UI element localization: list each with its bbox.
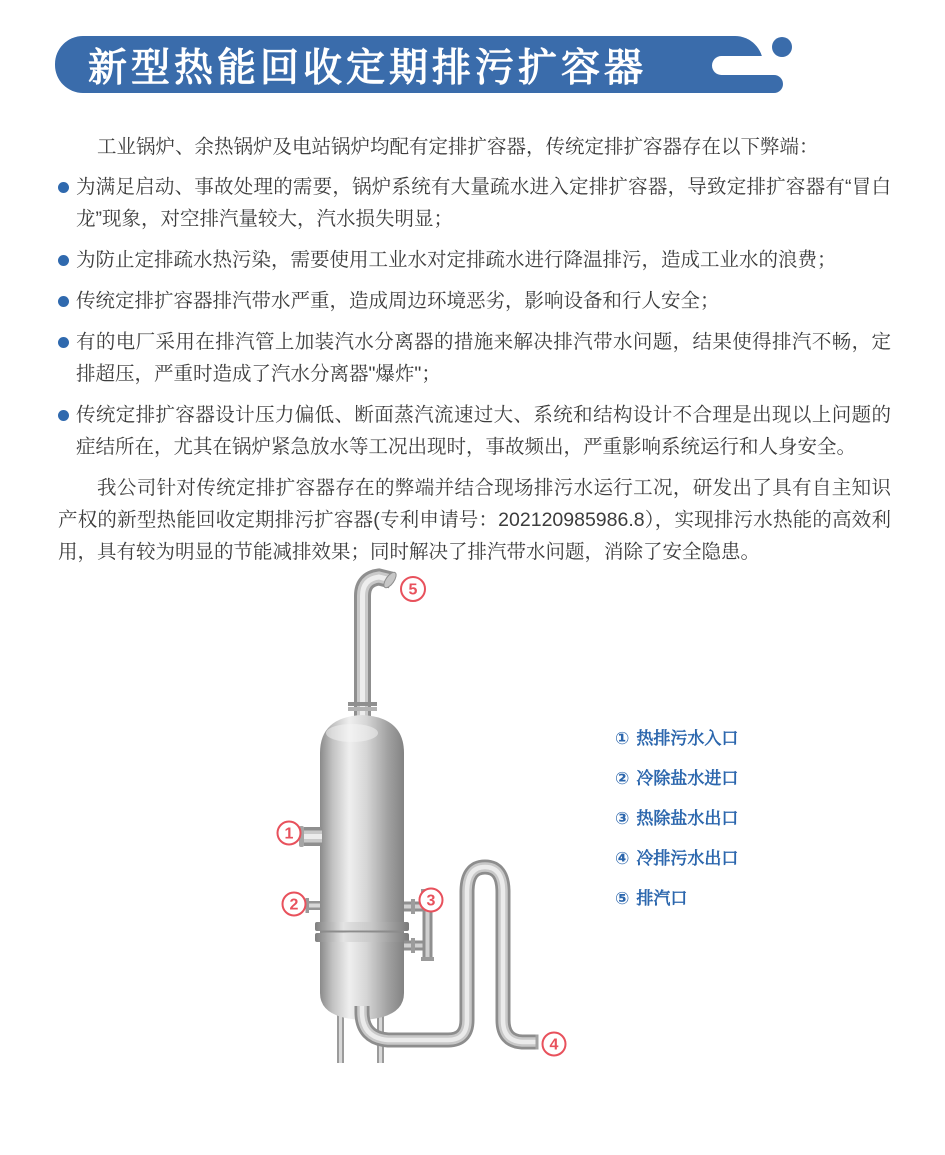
legend-item	[615, 809, 738, 828]
svg-text:3: 3	[426, 892, 436, 910]
legend-label-1: 热排污水入口	[636, 729, 739, 748]
nozzle-1	[299, 826, 322, 847]
list-item	[58, 326, 891, 390]
legend-marker-4: ④	[615, 849, 630, 868]
list-item-text: 传统定排扩容器设计压力偏低、断面蒸汽流速过大、系统和结构设计不合理是出现以上问题的症结所在，尤其在锅炉紧急放水等工况出现时，事故频出，严重影响系统运行和人身安全。	[76, 404, 891, 458]
banner-tongue-decoration	[690, 75, 783, 93]
list-item-text: 为满足启动、事故处理的需要，锅炉系统有大量疏水进入定排扩容器，导致定排扩容器有“冒白龙”现象，对空排汽量较大，汽水损失明显；	[76, 176, 891, 230]
legend-item	[615, 849, 738, 868]
bullet-dot-icon	[58, 337, 69, 348]
list-item	[58, 285, 891, 317]
nozzle-2	[306, 898, 321, 913]
intro-paragraph: 工业锅炉、余热锅炉及电站锅炉均配有定排扩容器，传统定排扩容器存在以下弊端：	[97, 136, 819, 158]
list-item	[58, 171, 891, 235]
callout-3	[420, 889, 443, 912]
legend-marker-1: ①	[615, 729, 630, 748]
bullet-dot-icon	[58, 410, 69, 421]
callout-1	[278, 822, 301, 845]
svg-text:1: 1	[284, 825, 294, 843]
flange-bands	[315, 922, 409, 942]
dome-highlight	[326, 724, 378, 742]
legend-marker-3: ③	[615, 809, 630, 828]
page-title: 新型热能回收定期排污扩容器	[88, 46, 648, 90]
diagram-legend	[615, 729, 738, 929]
svg-text:2: 2	[289, 896, 299, 914]
legend-label-2: 冷除盐水进口	[636, 769, 739, 788]
svg-text:5: 5	[408, 581, 418, 599]
banner-dot-decoration	[772, 37, 792, 57]
list-item-text: 传统定排扩容器排汽带水严重，造成周边环境恶劣，影响设备和行人安全；	[76, 290, 720, 312]
bullet-dot-icon	[58, 255, 69, 266]
conclusion-paragraph: 我公司针对传统定排扩容器存在的弊端并结合现场排污水运行工况，研发出了具有自主知识产权的新型热能回收定期排污扩容器(专利申请号：202120985986.8），实现排污水热能的高效利用，具有较为明显的节能减排效果；同时解决了排汽带水问题，消除了安全隐患。	[58, 477, 891, 563]
callout-2	[283, 893, 306, 916]
drawback-list	[58, 171, 891, 463]
legend-marker-5: ⑤	[615, 889, 630, 908]
vessel-diagram	[240, 555, 580, 1075]
list-item	[58, 399, 891, 463]
list-item-text: 有的电厂采用在排汽管上加装汽水分离器的措施来解决排汽带水问题，结果使得排汽不畅，定排超压，严重时造成了汽水分离器"爆炸"；	[76, 331, 891, 385]
bullet-dot-icon	[58, 182, 69, 193]
legend-item	[615, 889, 738, 908]
body-text	[58, 131, 891, 568]
legend-marker-2: ②	[615, 769, 630, 788]
banner-notch-decoration	[712, 56, 812, 75]
legend-label-5: 排汽口	[636, 889, 688, 908]
legend-item	[615, 729, 738, 748]
list-item	[58, 244, 891, 276]
callout-5	[401, 577, 425, 601]
vent-pipe	[348, 570, 398, 720]
bullet-dot-icon	[58, 296, 69, 307]
vessel-body	[320, 715, 404, 1020]
legend-label-3: 热除盐水出口	[636, 809, 739, 828]
list-item-text: 为防止定排疏水热污染，需要使用工业水对定排疏水进行降温排污，造成工业水的浪费；	[76, 249, 837, 271]
title-banner	[55, 36, 763, 93]
svg-text:4: 4	[549, 1036, 559, 1054]
legend-label-4: 冷排污水出口	[636, 849, 739, 868]
callout-4	[543, 1033, 566, 1056]
legend-item	[615, 769, 738, 788]
